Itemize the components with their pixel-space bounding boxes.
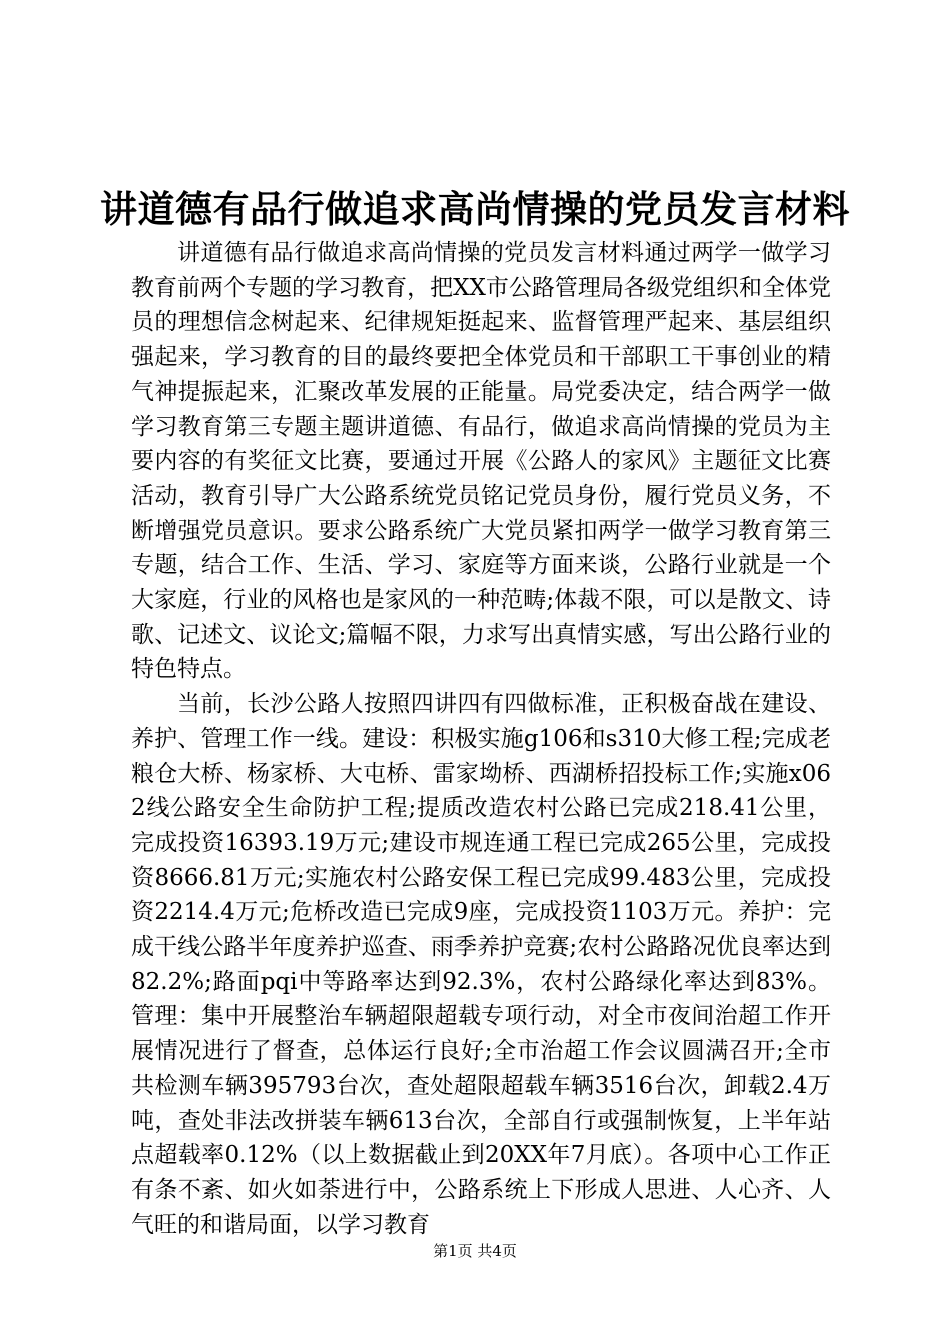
page-footer: 第1页 共4页	[433, 1242, 517, 1260]
document-title: 讲道德有品行做追求高尚情操的党员发言材料	[100, 188, 850, 231]
body-paragraph-2: 当前，长沙公路人按照四讲四有四做标准，正积极奋战在建设、养护、管理工作一线。建设：积极实施g106和s310大修工程;完成老粮仓大桥、杨家桥、大屯桥、雷家坳桥、西湖桥招投标工作;实施x062线公路安全生命防护工程;提质改造农村公路已完成218.41公里，完成投资16393.19万元;建设市规连通工程已完成265公里，完成投资8666.81万元;实施农村公路安保工程已完成99.483公里，完成投资2214.4万元;危桥改造已完成9座，完成投资1103万元。养护：完成干线公路半年度养护巡查、雨季养护竞赛;农村公路路况优良率达到82.2%;路面pqi中等路率达到92.3%，农村公路绿化率达到83%。管理：集中开展整治车辆超限超载专项行动，对全市夜间治超工作开展情况进行了督查，总体运行良好;全市治超工作会议圆满召开;全市共检测车辆395793台次，查处超限超载车辆3516台次，卸载2.4万吨，查处非法改拼装车辆613台次，全部自行或强制恢复，上半年站点超载率0.12%（以上数据截止到20XX年7月底）。各项中心工作正有条不紊、如火如荼进行中，公路系统上下形成人思进、人心齐、人气旺的和谐局面，以学习教育	[131, 691, 831, 1238]
body-paragraph-1: 讲道德有品行做追求高尚情操的党员发言材料通过两学一做学习教育前两个专题的学习教育，把XX市公路管理局各级党组织和全体党员的理想信念树起来、纪律规矩挺起来、监督管理严起来、基层组织强起来，学习教育的目的最终要把全体党员和干部职工干事创业的精气神提振起来，汇聚改革发展的正能量。局党委决定，结合两学一做学习教育第三专题主题讲道德、有品行，做追求高尚情操的党员为主要内容的有奖征文比赛，要通过开展《公路人的家风》主题征文比赛活动，教育引导广大公路系统党员铭记党员身份，履行党员义务，不断增强党员意识。要求公路系统广大党员紧扣两学一做学习教育第三专题，结合工作、生活、学习、家庭等方面来谈，公路行业就是一个大家庭，行业的风格也是家风的一种范畴;体裁不限，可以是散文、诗歌、记述文、议论文;篇幅不限，力求写出真情实感，写出公路行业的特色特点。	[131, 240, 831, 683]
document-body	[131, 236, 831, 1242]
